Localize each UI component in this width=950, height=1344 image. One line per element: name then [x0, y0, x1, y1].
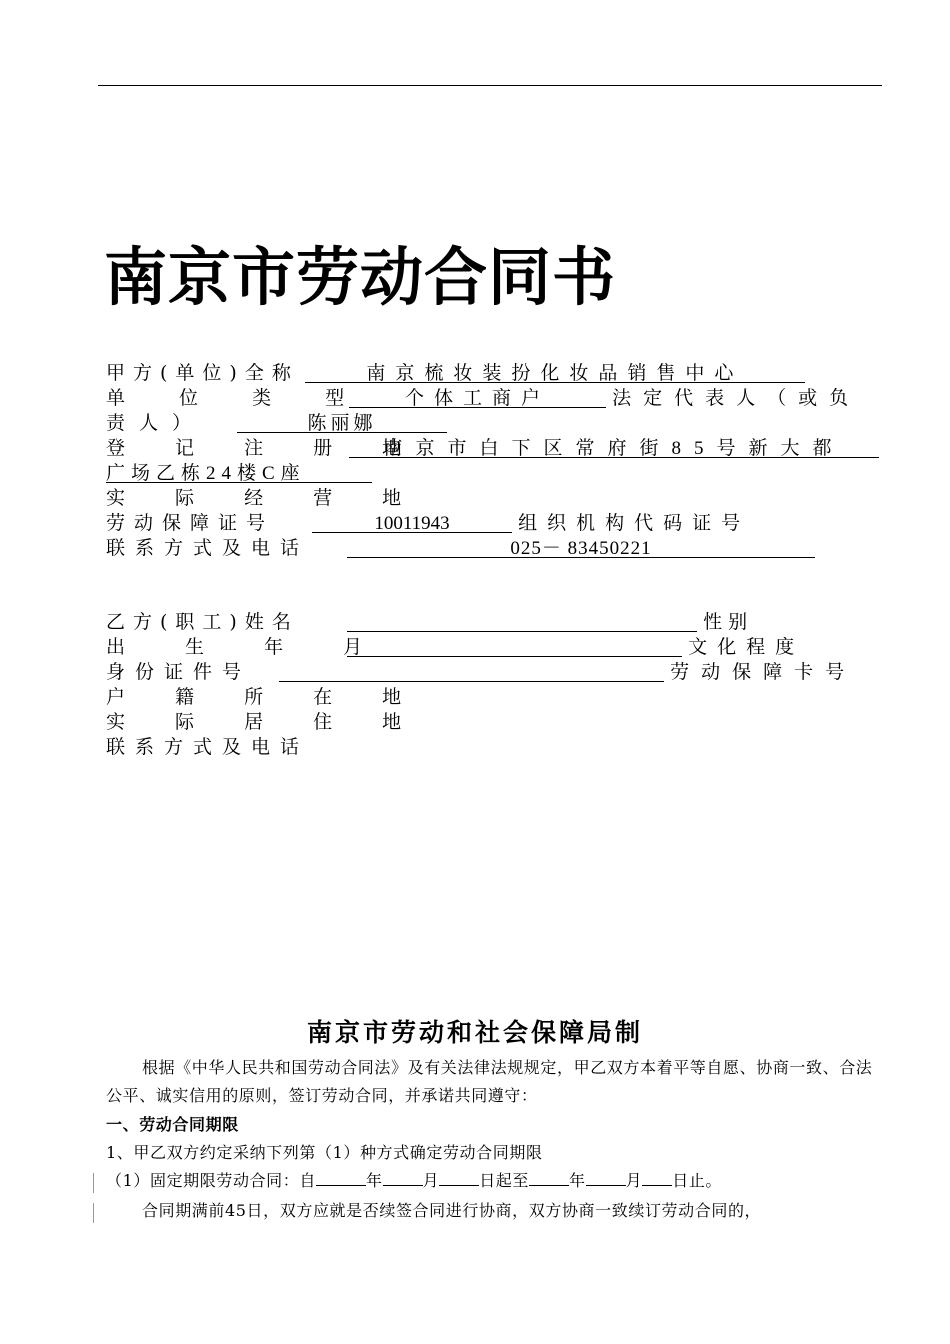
labor-cert-field[interactable]	[312, 511, 512, 533]
party-a-contact-value: 025－ 83450221	[510, 538, 652, 559]
clause-1-1-part4: 日起至	[479, 1171, 530, 1190]
biz-addr-row	[106, 486, 423, 511]
legal-rep-field[interactable]	[237, 411, 447, 433]
party-b-contact-row	[106, 735, 309, 760]
party-a-contact-label: 联系方式及电话	[106, 537, 310, 559]
party-a-name-value: 南京梳妆装扮化妆品销售中心	[366, 363, 744, 384]
top-rule	[98, 85, 882, 86]
unit-type-value: 个体工商户	[405, 388, 551, 409]
reg-addr-value-cont: 广场乙栋24楼C座	[106, 463, 306, 484]
clause-1-1-part2: 年	[365, 1171, 383, 1190]
residence-label: 实 际 居 住 地	[106, 711, 424, 733]
birth-row	[106, 635, 804, 660]
clause-1-1-part5: 年	[569, 1171, 586, 1190]
id-label: 身份证件号	[106, 661, 252, 683]
legal-rep-value: 陈丽娜	[307, 413, 377, 434]
party-a-contact-field[interactable]	[347, 536, 815, 558]
id-row	[106, 660, 856, 685]
page-title: 南京市劳动合同书	[104, 241, 616, 314]
start-month-blank[interactable]	[383, 1167, 423, 1186]
legal-rep-label-cont: 责人）	[106, 412, 206, 434]
clause-1-1-part3: 月	[422, 1171, 440, 1190]
party-b-name-label: 乙方(职工)姓名	[106, 611, 299, 633]
birth-field[interactable]	[347, 635, 682, 657]
reg-addr-field-cont[interactable]	[106, 461, 372, 483]
org-code-label: 组织机构代码证号	[518, 512, 751, 534]
party-a-name-field[interactable]	[305, 361, 805, 383]
party-b-name-field[interactable]	[347, 610, 697, 632]
unit-type-field[interactable]	[349, 386, 606, 408]
end-year-blank[interactable]	[529, 1167, 569, 1186]
household-label: 户 籍 所 在 地	[106, 686, 424, 708]
start-day-blank[interactable]	[439, 1167, 479, 1186]
reg-addr-row-cont	[106, 461, 372, 486]
birth-label: 出 生 年 月	[106, 636, 390, 658]
labor-cert-value: 10011943	[374, 513, 450, 534]
revision-bar	[93, 1173, 94, 1193]
labor-cert-label: 劳动保障证号	[106, 512, 275, 534]
reg-addr-value: 南京市白下区常府街85号新大都	[383, 438, 845, 459]
labor-card-label: 劳动保障卡号	[670, 661, 857, 683]
party-b-name-row	[106, 610, 753, 635]
biz-addr-label: 实 际 经 营 地	[106, 487, 424, 509]
clause-1-1-part7: 日止。	[672, 1171, 723, 1190]
unit-type-label: 单 位 类 型	[106, 387, 369, 409]
labor-cert-row	[106, 511, 750, 536]
end-month-blank[interactable]	[586, 1167, 626, 1186]
clause-1: 1、甲乙双方约定采纳下列第（1）种方式确定劳动合同期限	[106, 1143, 543, 1162]
start-year-blank[interactable]	[316, 1167, 366, 1186]
clause-1-1-part6: 月	[625, 1171, 643, 1190]
revision-bar-2	[93, 1203, 94, 1223]
edu-label: 文化程度	[688, 636, 805, 658]
clause-1-1-part1: （1）固定期限劳动合同：自	[106, 1171, 316, 1190]
preamble: 根据《中华人民共和国劳动合同法》及有关法律法规规定，甲乙双方本着平等自愿、协商一致、合法公平、诚实信用的原则，签订劳动合同，并承诺共同遵守：	[106, 1058, 873, 1105]
clause-1-1	[106, 1167, 876, 1195]
end-day-blank[interactable]	[642, 1167, 672, 1186]
legal-rep-label: 法定代表人（或负	[612, 387, 861, 409]
party-b-contact-label: 联系方式及电话	[106, 736, 310, 758]
party-a-name-label: 甲方(单位)全称	[106, 362, 299, 384]
clause-1-note: 合同期满前45日，双方应就是否续签合同进行协商，双方协商一致续订劳动合同的，	[142, 1201, 762, 1220]
reg-addr-field[interactable]	[349, 436, 879, 458]
id-field[interactable]	[279, 660, 664, 682]
party-a-contact-row	[106, 536, 815, 561]
unit-type-row	[106, 386, 860, 411]
residence-row	[106, 710, 423, 735]
reg-addr-label: 登 记 注 册 地	[106, 437, 424, 459]
issuer-name: 南京市劳动和社会保障局制	[306, 1018, 643, 1047]
legal-rep-row	[106, 411, 447, 436]
household-row	[106, 685, 423, 710]
reg-addr-row	[106, 436, 879, 461]
party-a-name-row	[106, 361, 805, 386]
section-1-title: 一、劳动合同期限	[106, 1115, 239, 1134]
gender-label: 性别	[703, 611, 754, 633]
